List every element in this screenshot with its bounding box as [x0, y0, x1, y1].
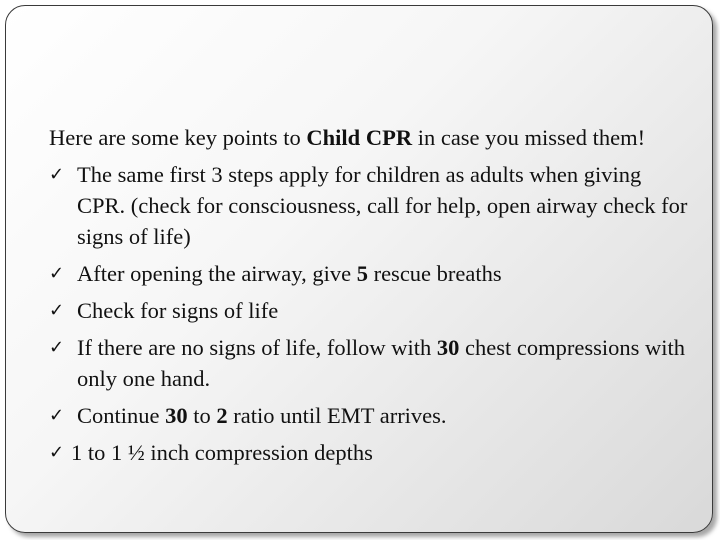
item-bold-segment: 5 — [356, 261, 368, 286]
checkmark-icon: ✓ — [49, 263, 65, 284]
list-item — [49, 332, 689, 394]
item-segment: After opening the airway, give — [77, 261, 357, 286]
item-bold-segment: 30 — [165, 403, 188, 428]
item-bold-segment: 30 — [436, 335, 460, 360]
item-segment: chest compressions with only one hand. — [77, 335, 685, 391]
item-segment: Continue — [77, 403, 166, 428]
item-bold-segment: 2 — [216, 403, 228, 428]
item-segment: 1 to 1 ½ inch compression depths — [71, 440, 373, 465]
item-segment: to — [187, 403, 217, 428]
intro-paragraph — [49, 122, 689, 153]
list-item-text — [71, 332, 689, 394]
slide-body — [49, 122, 689, 474]
list-item-text — [71, 159, 689, 252]
list-item-text — [71, 258, 689, 289]
intro-bold-text: Child CPR — [306, 125, 413, 150]
intro-text-end: in case you missed them! — [412, 125, 646, 150]
list-item — [49, 400, 689, 431]
item-segment: ratio until EMT arrives. — [227, 403, 447, 428]
list-item — [49, 295, 689, 326]
list-item — [49, 258, 689, 289]
slide — [5, 5, 713, 533]
checkmark-icon: ✓ — [49, 337, 65, 358]
list-item-text — [71, 400, 689, 431]
bullet-list — [49, 159, 689, 468]
checkmark-icon: ✓ — [49, 164, 65, 185]
item-segment: rescue breaths — [367, 261, 502, 286]
list-item — [49, 159, 689, 252]
list-item-text — [71, 437, 689, 468]
list-item — [49, 437, 689, 468]
item-segment: The same first 3 steps apply for children as adults when giving CPR. (check for consciousness, call for help, open airway check for signs of life) — [77, 162, 688, 249]
checkmark-icon: ✓ — [49, 442, 65, 463]
checkmark-icon: ✓ — [49, 300, 65, 321]
item-segment: Check for signs of life — [77, 298, 279, 323]
checkmark-icon: ✓ — [49, 405, 65, 426]
list-item-text — [71, 295, 689, 326]
intro-text: Here are some key points to — [49, 125, 307, 150]
item-segment: If there are no signs of life, follow with — [77, 335, 437, 360]
